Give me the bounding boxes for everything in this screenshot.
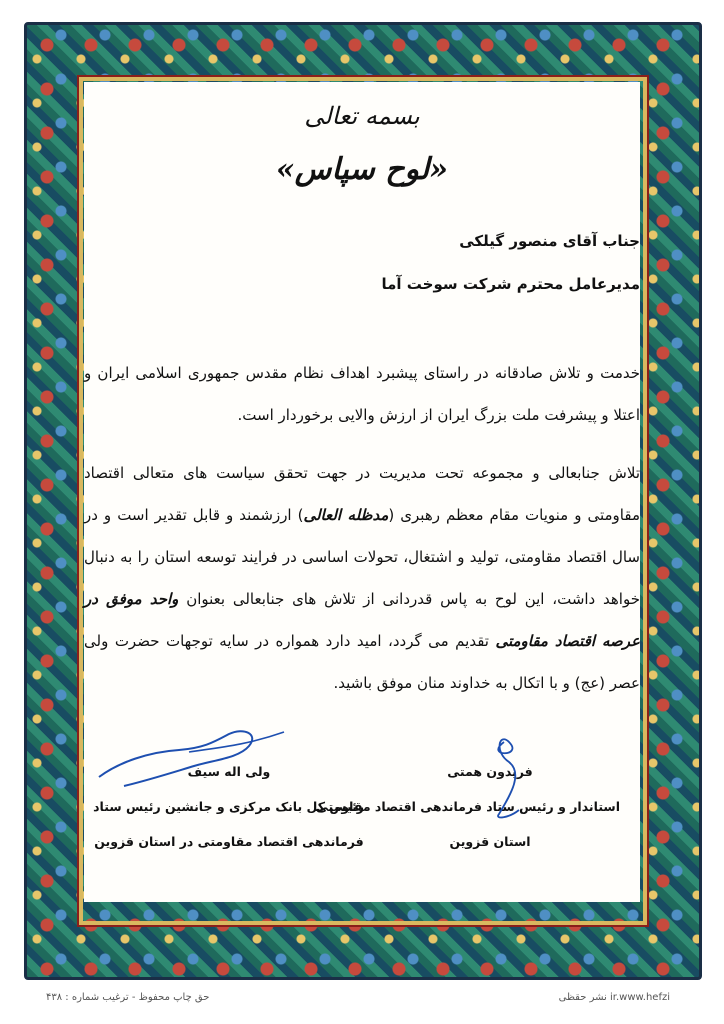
- body-paragraph-2-part-b: ) ارزشمند و قابل تقدیر است و در سال اقتصاد مقاومتی، تولید و اشتغال، تحولات اساسی در فرایند توسعه استان را به دنبال خواهد داشت، این لوح به پاس قدردانی از تلاش های جنابعالی بعنوان: [84, 506, 640, 608]
- signature-block-right: [315, 754, 620, 859]
- signature-block-left: [94, 754, 364, 859]
- body-paragraph-2-emphasis-2: واحد موفق در عرصه اقتصاد مقاومتی: [84, 590, 640, 650]
- signer-left-name: ولی اله سیف: [187, 764, 271, 779]
- certificate-title: «لوح سپاس»: [276, 152, 448, 187]
- bismillah-heading: بسمه تعالی: [304, 102, 420, 130]
- signer-right-title-2: استان قزوین: [449, 834, 531, 849]
- body-paragraph-2-part-c: تقدیم می گردد، امید دارد همواره در سایه توجهات حضرت ولی عصر (عج) و با اتکال به خداوند منان موفق باشید.: [84, 632, 640, 692]
- signer-left-title-2: فرماندهی اقتصاد مقاومتی در استان قزوین: [94, 834, 364, 849]
- certificate-content-area: [84, 82, 640, 902]
- body-paragraph-2: [84, 452, 640, 704]
- body-paragraph-1: خدمت و تلاش صادقانه در راستای پیشبرد اهداف نظام مقدس جمهوری اسلامی ایران و اعتلا و پیشرفت ملت بزرگ ایران از ارزش والایی برخوردار است.: [84, 364, 640, 424]
- body-paragraph-2-emphasis-1: مدظله العالی: [303, 506, 389, 524]
- footer-copyright: حق چاپ محفوظ - ترغیب شماره : ۴۳۸: [46, 992, 210, 1003]
- signer-right-title-1: استاندار و رئیس ستاد فرماندهی اقتصاد مقاومتی: [315, 799, 620, 814]
- recipient-position: مدیرعامل محترم شرکت سوخت آما: [381, 275, 640, 293]
- recipient-name: جناب آقای منصور گیلکی: [459, 232, 640, 250]
- footer-publisher: نشر حقظی ir.www.hefzi: [558, 992, 670, 1003]
- signer-right-name: فریدون همتی: [447, 764, 533, 779]
- signer-left-title-1: رئیس کل بانک مرکزی و جانشین رئیس ستاد: [93, 799, 364, 814]
- body-paragraph-2-part-a: تلاش جنابعالی و مجموعه تحت مدیریت در جهت تحقق سیاست های متعالی اقتصاد مقاومتی و منویات مقام معظم رهبری (: [84, 464, 640, 524]
